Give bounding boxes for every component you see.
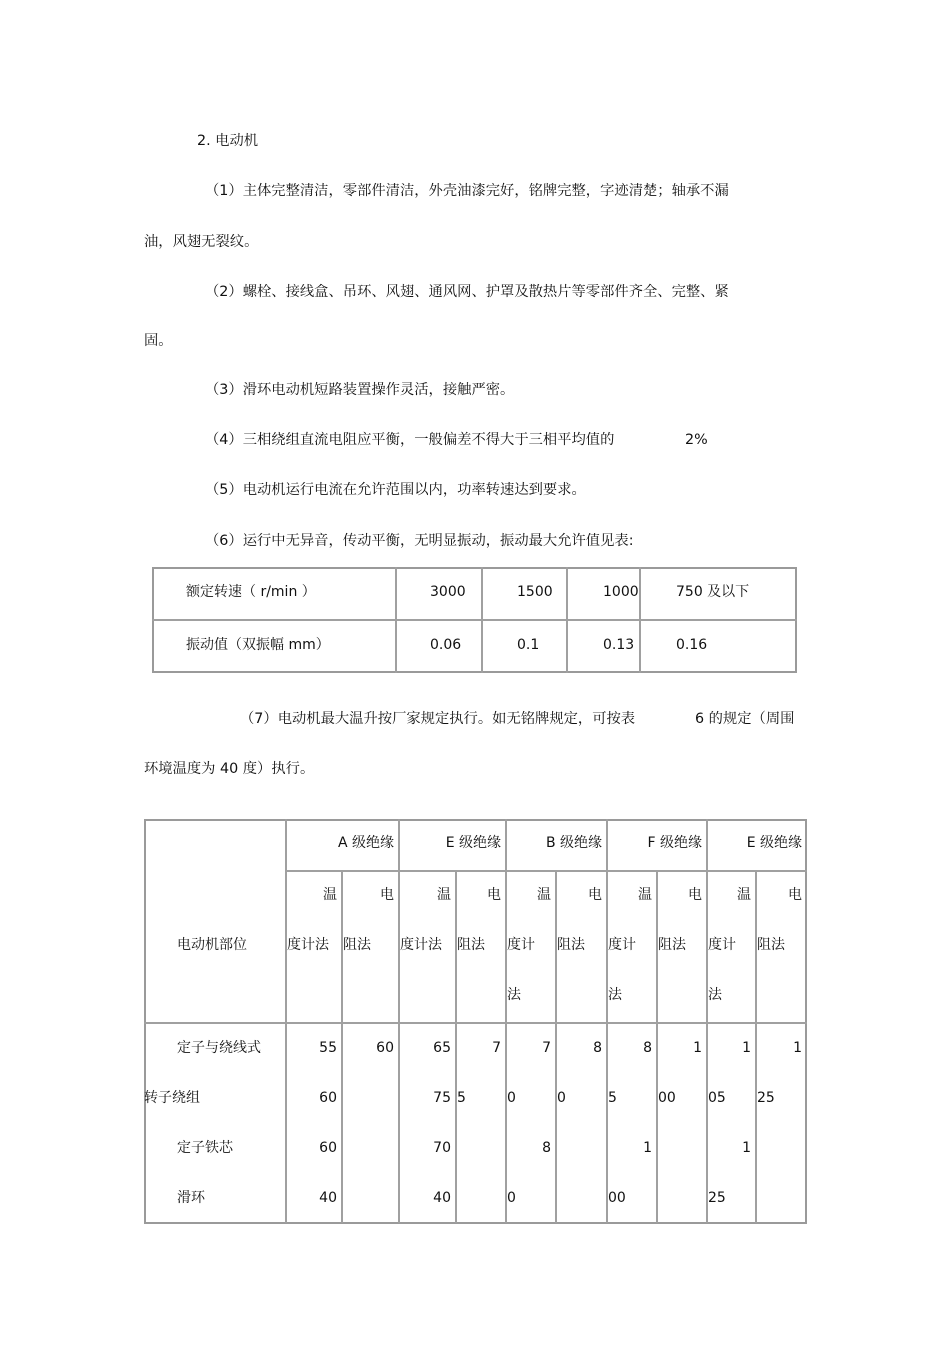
subheader-line: 温 [437, 887, 451, 903]
table2-group-header: E 级绝缘 [445, 835, 501, 851]
value-line: 00 [608, 1190, 626, 1206]
value-line: 8 [593, 1040, 602, 1056]
table1-cell: 0.16 [676, 637, 708, 653]
value-line: 55 [319, 1040, 337, 1056]
value-line: 7 [542, 1040, 551, 1056]
subheader-line: 法 [507, 987, 521, 1003]
value-line: 0 [507, 1090, 516, 1106]
subheader-line: 阻法 [343, 937, 371, 953]
value-line: 1 [693, 1040, 702, 1056]
table1-cell: 1000 [603, 584, 639, 600]
table1-cell: 750 及以下 [676, 584, 750, 600]
value-line: 05 [708, 1090, 726, 1106]
value-line: 40 [433, 1190, 451, 1206]
item-4-value: 2% [685, 432, 708, 448]
table1-cell: 1500 [517, 584, 553, 600]
subheader-line: 电 [788, 887, 802, 903]
value-line: 0 [507, 1190, 516, 1206]
value-line: 7 [492, 1040, 501, 1056]
subheader-line: 度计法 [287, 937, 329, 953]
divider [706, 819, 708, 1223]
table1-cell: 3000 [430, 584, 466, 600]
value-line: 5 [457, 1090, 466, 1106]
value-line: 60 [319, 1090, 337, 1106]
section-title: 2. 电动机 [197, 133, 259, 149]
value-line: 25 [708, 1190, 726, 1206]
subheader-line: 度计法 [400, 937, 442, 953]
subheader-line: 电 [588, 887, 602, 903]
item-1-line1: （1）主体完整清洁，零部件清洁，外壳油漆完好，铭牌完整，字迹清楚；轴承不漏 [205, 183, 729, 199]
subheader-line: 电 [380, 887, 394, 903]
subheader-line: 电 [487, 887, 501, 903]
value-line: 60 [376, 1040, 394, 1056]
value-line: 8 [643, 1040, 652, 1056]
item-7-line1b: 6 的规定（周围 [695, 711, 795, 727]
subheader-line: 度计 [708, 937, 736, 953]
divider [285, 819, 287, 1223]
table1-cell: 0.06 [430, 637, 462, 653]
subheader-line: 阻法 [557, 937, 585, 953]
item-2-line2: 固。 [144, 333, 173, 349]
value-line: 00 [658, 1090, 676, 1106]
item-5: （5）电动机运行电流在允许范围以内，功率转速达到要求。 [205, 482, 586, 498]
divider [398, 819, 400, 1223]
subheader-line: 阻法 [457, 937, 485, 953]
value-line: 1 [742, 1040, 751, 1056]
divider [606, 819, 608, 1223]
value-line: 0 [557, 1090, 566, 1106]
value-line: 1 [643, 1140, 652, 1156]
subheader-line: 温 [323, 887, 337, 903]
value-line: 65 [433, 1040, 451, 1056]
item-7-line2: 环境温度为 40 度）执行。 [144, 761, 315, 777]
item-2-line1: （2）螺栓、接线盒、吊环、风翅、通风网、护罩及散热片等零部件齐全、完整、紧 [205, 284, 729, 300]
table2-part-label: 转子绕组 [144, 1090, 200, 1106]
table2-part-label: 滑环 [177, 1190, 205, 1206]
subheader-line: 温 [737, 887, 751, 903]
subheader-line: 度计 [608, 937, 636, 953]
table2-group-header: A 级绝缘 [337, 835, 394, 851]
table1-cell: 0.1 [517, 637, 540, 653]
subheader-line: 度计 [507, 937, 535, 953]
subheader-line: 温 [638, 887, 652, 903]
item-7-line1: （7）电动机最大温升按厂家规定执行。如无铭牌规定，可按表 [240, 711, 636, 727]
divider [505, 819, 507, 1223]
item-6: （6）运行中无异音，传动平衡，无明显振动，振动最大允许值见表: [205, 533, 634, 549]
subheader-line: 法 [708, 987, 722, 1003]
table2-group-header: B 级绝缘 [545, 835, 602, 851]
value-line: 70 [433, 1140, 451, 1156]
value-line: 8 [542, 1140, 551, 1156]
item-1-line2: 油，风翅无裂纹。 [144, 234, 259, 250]
value-line: 1 [742, 1140, 751, 1156]
table1-header-vibration: 振动值（双振幅 mm） [186, 637, 330, 653]
table1-header-speed: 额定转速（ r/min ） [186, 584, 316, 600]
value-line: 5 [608, 1090, 617, 1106]
table2-part-label: 定子铁芯 [177, 1140, 233, 1156]
subheader-line: 阻法 [658, 937, 686, 953]
subheader-line: 阻法 [757, 937, 785, 953]
value-line: 40 [319, 1190, 337, 1206]
table2-corner: 电动机部位 [177, 937, 247, 953]
table2-part-label: 定子与绕线式 [177, 1040, 261, 1056]
value-line: 75 [433, 1090, 451, 1106]
divider [285, 870, 807, 872]
value-line: 60 [319, 1140, 337, 1156]
value-line: 25 [757, 1090, 775, 1106]
subheader-line: 电 [688, 887, 702, 903]
table1-cell: 0.13 [603, 637, 635, 653]
subheader-line: 法 [608, 987, 622, 1003]
table2-group-header: F 级绝缘 [647, 835, 702, 851]
subheader-line: 温 [537, 887, 551, 903]
value-line: 1 [793, 1040, 802, 1056]
item-3: （3）滑环电动机短路装置操作灵活，接触严密。 [205, 382, 515, 398]
table2-group-header: E 级绝缘 [746, 835, 802, 851]
item-4: （4）三相绕组直流电阻应平衡，一般偏差不得大于三相平均值的 [205, 432, 615, 448]
